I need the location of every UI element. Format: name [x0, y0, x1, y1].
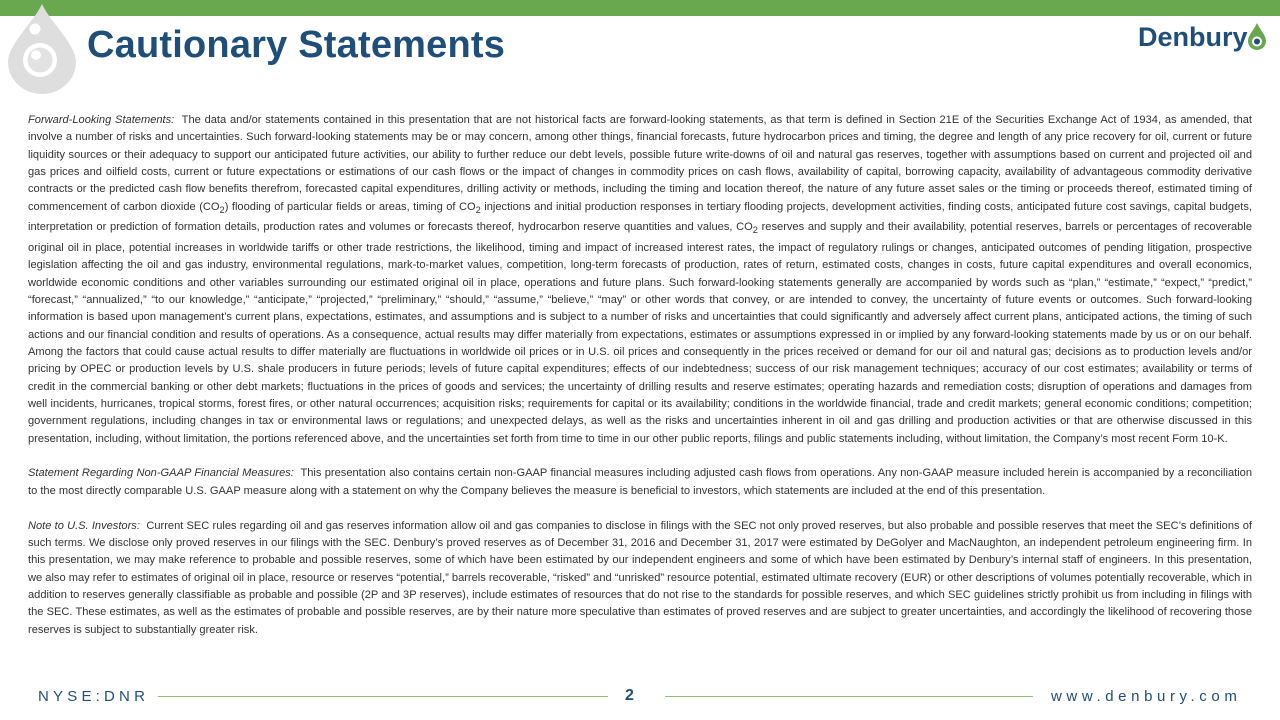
- brand-name: Denbury: [1138, 22, 1248, 52]
- page-number: 2: [625, 687, 634, 704]
- water-drop-icon: [6, 2, 78, 94]
- non-gaap-paragraph: Statement Regarding Non-GAAP Financial Measures: This presentation also contains certain non-GAAP financial measures including adjusted cash flows from operations. Any non-GAAP measure included herein is accompanied by a reconciliation to the most directly comparable U.S. GAAP measure along with a statement on why the Company believes the measure is beneficial to investors, which statements are included at the end of this presentation.: [28, 467, 1252, 497]
- denbury-drop-logo-icon: [1245, 22, 1269, 52]
- page-title: Cautionary Statements: [87, 24, 506, 66]
- top-accent-bar: [0, 0, 1280, 16]
- forward-looking-paragraph: Forward-Looking Statements: The data and/or statements contained in this presentation that are not historical facts are forward-looking statements, as that term is defined in Section 21E of the Securities Exchange Act of 1934, as amended, that involve a number of risks and uncertainties. Such forward-looking statements may be or may concern, among other things, financial forecasts, future hydrocarbon prices and timing, the degree and length of any price recovery for oil, current or future liquidity sources or their adequacy to support our anticipated future activities, our ability to further reduce our debt levels, possible future write-downs of oil and natural gas reserves, together with assumptions based on current and projected oil and gas prices and oilfield costs, current or future expectations or estimations of our cash flows or the impact of changes in commodity prices on cash flows, availability of capital, borrowing capacity, availability of advantageous commodity derivative contracts or the predicted cash flow benefits therefrom, forecasted capital expenditures, drilling activity or methods, including the timing and location thereof, the nature of any future asset sales or the timing or proceeds thereof, estimated timing of commencement of carbon dioxide $(CO_2)$ flooding of particular fields or areas, timing of $CO_2$ injections and initial production responses in tertiary flooding projects, development activities, finding costs, anticipated future cost savings, capital budgets, interpretation or prediction of formation details, production rates and volumes or forecasts thereof, hydrocarbon reserve quantities and values, $CO_2$ reserves and supply and their availability, potential reserves, barrels or percentages of recoverable original oil in place, potential increases in worldwide tariffs or other trade restrictions, the likelihood, timing and impact of increased interest rates, the impact of regulatory rulings or changes, anticipated outcomes of pending litigation, prospective legislation affecting the oil and gas industry, environmental regulations, mark-to-market values, competition, long-term forecasts of production, rates of return, estimated costs, changes in costs, future capital expenditures and overall economics, worldwide economic conditions and other variables surrounding our estimated original oil in place, operations and future plans. Such forward-looking statements generally are accompanied by words such as “plan,” “estimate,” “expect,” “predict,” “forecast,” “annualized,” “to our knowledge,” “anticipate,” “projected,” “preliminary,” “should,” “assume,” “believe,” “may” or other words that convey, or are intended to convey, the uncertainty of future events or outcomes. Such forward-looking information is based upon management’s current plans, expectations, estimates, and assumptions and is subject to a number of risks and uncertainties that could significantly and adversely affect current plans, anticipated actions, the timing of such actions and our financial condition and results of operations. As a consequence, actual results may differ materially from expectations, estimates or assumptions expressed in or implied by any forward-looking statements made by us or on our behalf. Among the factors that could cause actual results to differ materially are fluctuations in worldwide oil prices or in U.S. oil prices and consequently in the prices received or demand for our oil and natural gas; decisions as to production levels and/or pricing by OPEC or production levels by U.S. shale producers in future periods; levels of future capital expenditures; effects of our indebtedness; success of our risk management techniques; accuracy of our cost estimates; availability or terms of credit in the commercial banking or other debt markets; fluctuations in the prices of goods and services; the uncertainty of drilling results and reserve estimates; operating hazards and remediation costs; disruption of operations and damages from well incidents, hurricanes, tropical storms, forest fires, or other natural occurrences; acquisition risks; requirements for capital or its availability; conditions in the worldwide financial, trade and credit markets; general economic conditions; competition; government regulations, including changes in tax or environmental laws or regulations; and unexpected delays, as well as the risks and uncertainties inherent in oil and gas drilling and production activities or that are otherwise discussed in this presentation, including, without limitation, the portions referenced above, and the uncertainties set forth from time to time in our other public reports, filings and public statements including, without limitation, the Company’s most recent Form 10-K.: [28, 114, 1253, 445]
- investors-note-heading: Note to U.S. Investors:: [28, 519, 140, 532]
- footer-divider-right: [665, 696, 1033, 697]
- ticker-symbol: NYSE:DNR: [38, 688, 150, 705]
- forward-looking-heading: Forward-Looking Statements:: [28, 114, 175, 126]
- investors-note-paragraph: Note to U.S. Investors: Current SEC rules regarding oil and gas reserves information allow oil and gas companies to disclose in filings with the SEC not only proved reserves, but also probable and possible reserves that meet the SEC’s definitions of such terms. We disclose only proved reserves in our filings with the SEC. Denbury’s proved reserves as of December 31, 2016 and December 31, 2017 were estimated by DeGolyer and MacNaughton, an independent petroleum engineering firm. In this presentation, we may make reference to probable and possible reserves, some of which have been estimated by our independent engineers and some of which have been estimated by Denbury’s internal staff of engineers. In this presentation, we also may refer to estimates of original oil in place, resource or reserves “potential,” barrels recoverable, “risked” and “unrisked” resource potential, estimated ultimate recovery (EUR) or other descriptions of volumes potentially recoverable, which in addition to reserves generally classifiable as probable and possible (2P and 3P reserves), include estimates of resources that do not rise to the standards for possible reserves, and which SEC guidelines strictly prohibit us from including in filings with the SEC. These estimates, as well as the estimates of probable and possible reserves, are by their nature more speculative than estimates of proved reserves and are subject to greater uncertainties, and accordingly the likelihood of recovering those reserves is subject to substantially greater risk.: [28, 519, 1252, 636]
- footer-divider-left: [158, 696, 608, 697]
- cautionary-text: [28, 112, 1252, 657]
- website-url: www.denbury.com: [1051, 688, 1242, 705]
- non-gaap-heading: Statement Regarding Non-GAAP Financial Measures:: [28, 467, 294, 480]
